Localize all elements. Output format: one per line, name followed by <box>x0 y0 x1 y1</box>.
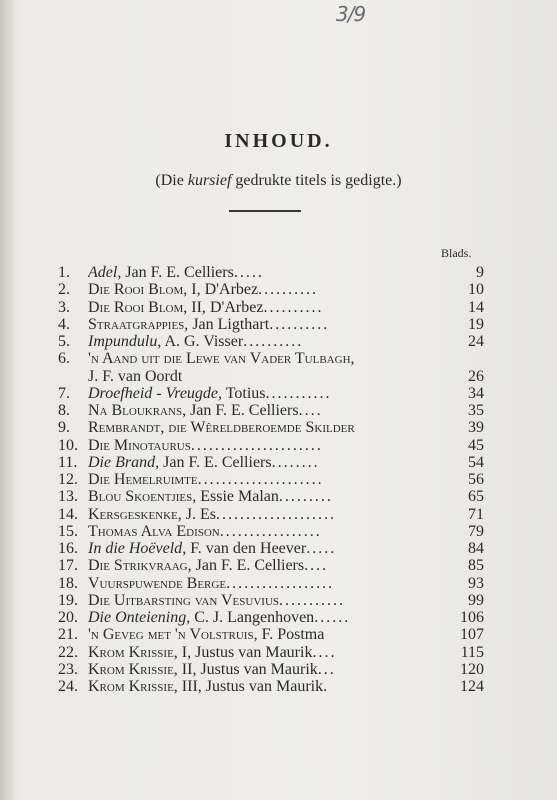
toc-entry-number: 7. <box>58 384 70 402</box>
subtitle-after: gedrukte titels is gedigte.) <box>231 172 402 189</box>
toc-entry-number: 15. <box>58 522 78 540</box>
toc-entry-leader: . <box>323 678 330 695</box>
toc-entry-number: 3. <box>58 298 70 316</box>
toc-entry-author: Jan F. E. Celliers <box>191 557 305 575</box>
page-column-label: Blads. <box>441 246 472 260</box>
toc-entry-text <box>88 557 434 574</box>
toc-entry-leader: ...................... <box>190 436 323 454</box>
toc-entry-leader: .... <box>304 557 329 575</box>
toc-entry-text <box>88 661 434 678</box>
toc-entry-number: 14. <box>58 505 78 523</box>
toc-entry <box>58 626 484 643</box>
toc-entry-text <box>88 437 434 454</box>
toc-entry <box>58 592 484 609</box>
toc-entry-leader: ......... <box>278 488 333 506</box>
toc-entry-number: 13. <box>58 488 78 506</box>
toc-entry-title: Die Minotaurus <box>88 436 191 454</box>
toc-entry-number: 6. <box>58 350 70 368</box>
toc-entry-title: 'n Aand uit die Lewe van Vader Tulbagh, <box>88 350 355 368</box>
toc-entry <box>58 557 484 574</box>
title-divider <box>229 210 301 212</box>
toc-entry <box>58 471 484 488</box>
toc-entry-page: 93 <box>468 574 484 592</box>
toc-entry-text <box>88 644 434 661</box>
toc-entry-leader: .......... <box>258 281 319 299</box>
toc-entry-text <box>88 506 434 523</box>
toc-entry-title: Die Onteiening <box>88 609 187 626</box>
toc-entry-author: Justus van Maurik <box>201 678 324 695</box>
toc-entry-page: 56 <box>468 471 484 488</box>
toc-entry-text <box>88 609 434 626</box>
toc-entry <box>58 333 484 350</box>
toc-entry-text <box>88 281 434 298</box>
toc-entry <box>58 609 484 626</box>
toc-entry <box>58 506 484 523</box>
toc-entry-leader: ...... <box>314 609 351 626</box>
toc-entry-author: Justus van Maurik <box>191 643 313 661</box>
toc-entry-page: 99 <box>468 591 484 609</box>
toc-entry-text <box>88 523 434 540</box>
page-title: INHOUD. <box>224 130 333 152</box>
toc-entry-page: 34 <box>468 384 484 402</box>
toc-entry <box>58 350 484 385</box>
toc-entry <box>58 540 484 557</box>
toc-entry <box>58 402 484 419</box>
toc-entry-author: , Jan F. E. Celliers <box>117 264 234 281</box>
toc-entry-leader: ................. <box>219 522 322 540</box>
toc-entry <box>58 385 484 402</box>
toc-entry-number: 9. <box>58 419 70 437</box>
toc-entry-page: 65 <box>468 488 484 506</box>
table-of-contents <box>58 264 484 695</box>
toc-entry-title: Adel <box>88 264 118 281</box>
toc-entry-page: 79 <box>468 522 484 540</box>
toc-entry <box>58 437 484 454</box>
toc-entry-page: 106 <box>460 609 484 626</box>
toc-entry-author: D'Arbez <box>200 281 259 299</box>
toc-entry-title: 'n Geveg met 'n Volstruis, <box>88 626 258 644</box>
toc-entry-title: Krom Krissie, II, <box>88 660 197 678</box>
toc-entry-text <box>88 316 434 333</box>
toc-entry-title: Die Strikvraag, <box>88 557 192 575</box>
toc-entry-page: 107 <box>460 626 484 644</box>
toc-entry-leader: .......... <box>269 315 330 333</box>
toc-entry-author: , F. van den Heever <box>182 540 307 557</box>
toc-entry <box>58 316 484 333</box>
toc-entry-author: Jan F. E. Celliers <box>186 402 299 419</box>
toc-entry-title: Krom Krissie, III, <box>88 678 202 695</box>
toc-entry-title: Die Rooi Blom, I, <box>88 281 201 299</box>
toc-entry-title: Droefheid - Vreugde, <box>88 384 223 402</box>
toc-entry-leader: ..... <box>233 264 264 281</box>
toc-entry-title: Die Rooi Blom, II, <box>88 298 206 316</box>
toc-entry-number: 2. <box>58 281 70 299</box>
toc-entry-page: 9 <box>476 264 484 281</box>
toc-entry-author: , C. J. Langenhoven <box>186 609 315 626</box>
toc-entry-number: 5. <box>58 333 70 350</box>
toc-entry-page: 124 <box>460 678 484 695</box>
toc-entry-leader: ... <box>317 660 336 678</box>
subtitle-before: (Die <box>155 172 188 189</box>
toc-entry-author: Jan Ligthart <box>188 315 270 333</box>
toc-entry-text <box>88 350 434 367</box>
toc-entry-number: 11. <box>58 453 78 471</box>
toc-entry-title: Blou Skoentjies, <box>88 488 197 506</box>
toc-entry-title: Krom Krissie, I, <box>88 643 192 661</box>
toc-entry-number: 20. <box>58 609 78 626</box>
toc-entry-number: 24. <box>58 678 78 695</box>
toc-entry <box>58 678 484 695</box>
toc-entry-title: Na Bloukrans, <box>88 402 187 419</box>
toc-entry <box>58 575 484 592</box>
toc-entry-leader: .......... <box>243 333 304 350</box>
toc-entry-title: Vuurspuwende Berge <box>88 574 227 592</box>
toc-entry-number: 12. <box>58 471 78 488</box>
toc-entry-text <box>88 402 434 419</box>
toc-entry-text <box>88 454 434 471</box>
toc-entry-page: 35 <box>468 402 484 419</box>
toc-entry-page: 84 <box>468 540 484 557</box>
toc-entry-title: Die Hemelruimte <box>88 471 198 488</box>
toc-entry-leader: .................... <box>216 505 337 523</box>
toc-entry <box>58 644 484 661</box>
toc-entry-author: J. Es <box>181 505 217 523</box>
toc-entry-author: F. Postma <box>257 626 325 644</box>
toc-entry-number: 21. <box>58 626 78 644</box>
toc-entry-title: Thomas Alva Edison <box>88 522 220 540</box>
toc-entry-title: Die Uitbarsting van Vesuvius <box>88 591 280 609</box>
toc-entry <box>58 419 484 436</box>
toc-entry-leader: .......... <box>263 298 324 316</box>
toc-entry-page: 54 <box>468 453 484 471</box>
toc-entry-text <box>88 264 434 281</box>
toc-entry-number: 22. <box>58 643 78 661</box>
toc-entry-text <box>88 626 434 643</box>
toc-entry-text <box>88 419 434 436</box>
toc-entry-text <box>88 299 434 316</box>
toc-entry-page: 39 <box>468 419 484 437</box>
toc-entry-title: Impundulu <box>88 333 158 350</box>
toc-entry-title: Rembrandt, die Wêreldberoemde Skilder <box>88 419 355 437</box>
toc-entry-title: Die Brand <box>88 453 156 471</box>
toc-entry-number: 19. <box>58 591 78 609</box>
toc-entry-text <box>88 385 434 402</box>
toc-entry-leader: .................. <box>226 574 335 592</box>
toc-entry-text <box>88 575 434 592</box>
toc-entry-number: 18. <box>58 574 78 592</box>
toc-entry-author: D'Arbez <box>205 298 264 316</box>
toc-entry-author: Totius <box>222 384 266 402</box>
toc-entry-author: Justus van Maurik <box>196 660 318 678</box>
toc-entry-number: 10. <box>58 436 78 454</box>
toc-entry-page: 120 <box>460 660 484 678</box>
toc-entry <box>58 523 484 540</box>
toc-entry-author-line: J. F. van Oordt <box>88 367 183 385</box>
page-subtitle <box>0 172 557 190</box>
toc-entry-title: In die Hoëveld <box>88 540 183 557</box>
toc-entry-number: 1. <box>58 264 70 281</box>
toc-entry-text <box>88 592 434 609</box>
toc-entry-leader: ........... <box>265 384 332 402</box>
toc-entry-author: , A. G. Visser <box>157 333 244 350</box>
toc-entry-page: 19 <box>468 315 484 333</box>
toc-entry-author: , Jan F. E. Celliers <box>155 453 272 471</box>
toc-entry <box>58 281 484 298</box>
toc-entry-page: 85 <box>468 557 484 575</box>
handwritten-page-mark: 3/9 <box>336 2 366 26</box>
toc-entry-page: 115 <box>460 643 484 661</box>
toc-entry-leader: ..................... <box>197 471 324 488</box>
toc-entry-text <box>88 678 434 695</box>
toc-entry <box>58 454 484 471</box>
book-spine-shadow <box>0 0 14 800</box>
toc-entry-text <box>88 488 434 505</box>
toc-entry-leader: ........ <box>271 453 320 471</box>
toc-entry-page: 24 <box>468 333 484 350</box>
toc-entry <box>58 299 484 316</box>
toc-entry-leader: .... <box>312 643 337 661</box>
toc-entry-title: Straatgrappies, <box>88 315 189 333</box>
toc-entry-number: 16. <box>58 540 78 557</box>
toc-entry-number: 23. <box>58 660 78 678</box>
toc-entry-page: 26 <box>468 367 484 385</box>
toc-entry-page: 14 <box>468 298 484 316</box>
toc-entry-number: 8. <box>58 402 70 419</box>
toc-entry-number: 4. <box>58 315 70 333</box>
toc-entry-text <box>88 540 434 557</box>
toc-entry-number: 17. <box>58 557 78 575</box>
toc-entry-text <box>88 333 434 350</box>
toc-entry-leader: ..... <box>306 540 337 557</box>
toc-entry-page: 10 <box>468 281 484 299</box>
toc-entry-leader: .... <box>298 402 323 419</box>
toc-entry <box>58 661 484 678</box>
toc-entry <box>58 264 484 281</box>
toc-entry-title: Kersgeskenke, <box>88 505 182 523</box>
toc-entry-author: Essie Malan <box>196 488 279 506</box>
toc-entry-text <box>88 471 434 488</box>
toc-entry-page: 71 <box>468 505 484 523</box>
toc-entry-page: 45 <box>468 436 484 454</box>
toc-entry-leader: ........... <box>279 591 346 609</box>
subtitle-italic-word: kursief <box>187 172 232 189</box>
toc-entry <box>58 488 484 505</box>
